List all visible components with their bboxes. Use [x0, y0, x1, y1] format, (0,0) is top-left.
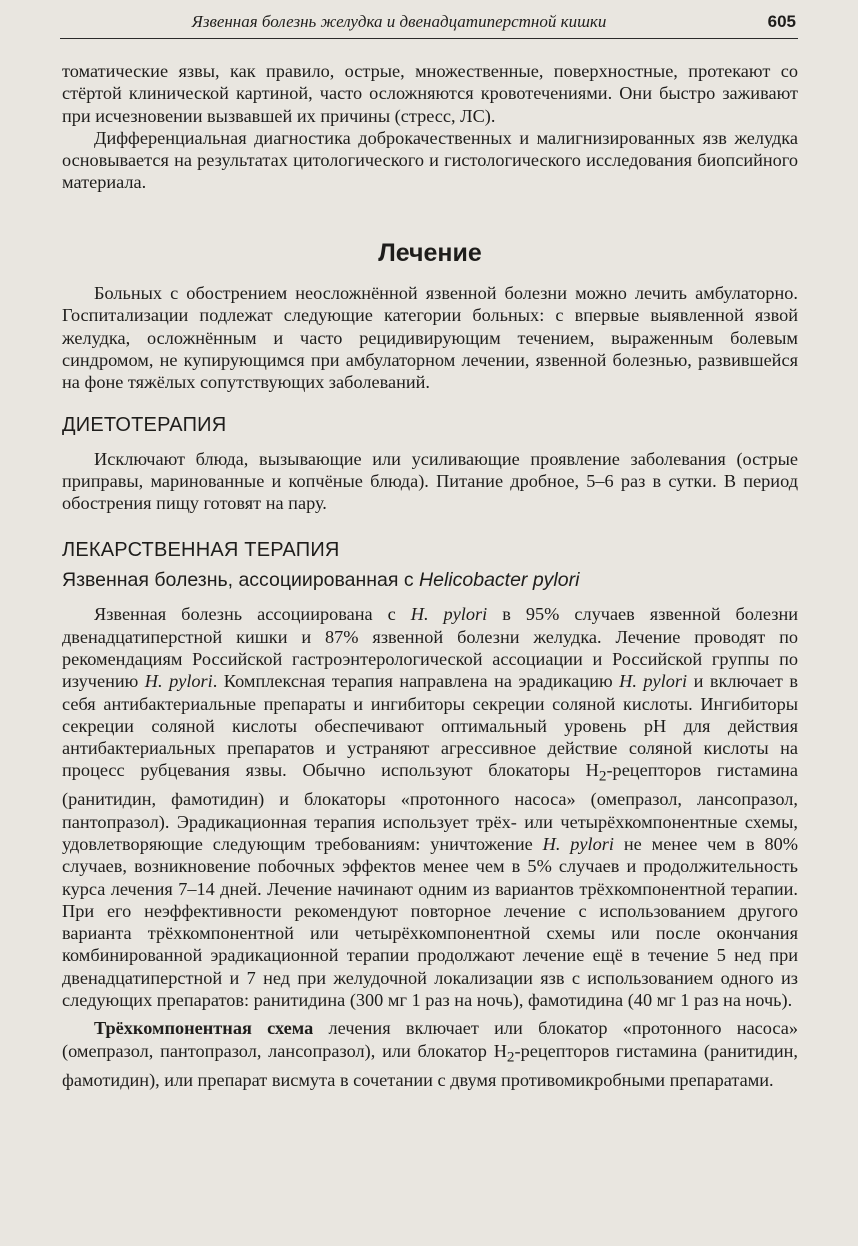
term-triple-therapy: Трёхкомпонентная схема	[94, 1018, 314, 1039]
section-heading-treatment: Лечение	[378, 238, 482, 267]
subsection-heading-drug-therapy: ЛЕКАРСТВЕННАЯ ТЕРАПИЯ	[62, 538, 340, 561]
subheading-helicobacter	[62, 569, 798, 591]
paragraph-diet: Исключают блюда, вызывающие или усиливающие проявление заболевания (острые приправы, маринованные и копчёные блюда). Питание дробное, 5–6 раз в сутки. В период обострения пищу готовят на пару.	[62, 448, 798, 514]
page-number: 605	[767, 12, 796, 31]
paragraph-outpatient: Больных с обострением неосложнённой язвенной болезни можно лечить амбулаторно. Госпитализации подлежат следующие категории больных: с впервые выявленной язвой желудка, осложнённым и часто рецидивирующим течением, выраженным болевым синдромом, не купирующимся при амбулаторном лечении, язвенной болезнью, развившейся на фоне тяжёлых сопутствующих заболеваний.	[62, 283, 798, 393]
paragraph-continued: томатические язвы, как правило, острые, множественные, поверхностные, протекают со стёртой клинической картиной, часто осложняются кровотечениями. Они быстро заживают при исчезновении вызвавшей их причины (стресс, ЛС).	[62, 61, 798, 126]
species-name: H. pylori	[619, 671, 688, 692]
paragraph-helicobacter: Язвенная болезнь ассоциирована с H. pylori в 95% случаев язвенной болезни двенадцатиперстной кишки и 87% язвенной болезни желудка. Лечение проводят по рекомендациям Российской гастроэнтерологической ассоциации и Российской группы по изучению H. pylori. Комплексная терапия направлена на эрадикацию H. pylori и включает в себя антибактериальные препараты и ингибиторы секреции соляной кислоты. Ингибиторы секреции соляной кислоты обеспечивают оптимальный уровень pH для действия антибактериальных препаратов и устраняют агрессивное действие соляной кислоты на процесс рубцевания язвы. Обычно используют блокаторы $H_2$-рецепторов гистамина (ранитидин, фамотидин) и блокаторы «протонного насоса» (омепразол, лансопразол, пантопразол). Эрадикационная терапия использует трёх- или четырёхкомпонентные схемы, удовлетворяющие следующим требованиям: уничтожение H. pylori не менее чем в 80% случаев, возникновение побочных эффектов менее чем в 5% случаев и продолжительность курса лечения 7–14 дней. Лечение начинают одним из вариантов трёхкомпонентной терапии. При его неэффективности рекомендуют повторное лечение с использованием другого варианта трёхкомпонентной или четырёхкомпонентной схемы или после окончания комбинированной эрадикационной терапии продолжают лечение ещё в течение 5 нед при двенадцатиперстной и 7 нед при желудочной локализации язв с использованием одного из следующих препаратов: ранитидина (300 мг 1 раз на ночь), фамотидина (40 мг 1 раз на ночь).	[62, 604, 799, 1011]
running-header	[60, 12, 798, 39]
species-name: H. pylori	[144, 671, 213, 692]
paragraph-differential-diagnosis: Дифференциальная диагностика доброкачественных и малигнизированных язв желудка основывается на результатах цитологического и гистологического исследования биопсийного материала.	[62, 127, 798, 193]
subheading-helicobacter-prefix: Язвенная болезнь, ассоциированная с	[62, 569, 420, 592]
page-body	[62, 60, 798, 1091]
species-name: H. pylori	[410, 604, 488, 625]
running-header-title: Язвенная болезнь желудка и двенадцатиперстной кишки	[191, 12, 607, 31]
species-name: H. pylori	[542, 833, 614, 854]
subsection-heading-diet: ДИЕТОТЕРАПИЯ	[62, 413, 227, 436]
subheading-helicobacter-species: Helicobacter pylori	[419, 569, 580, 592]
paragraph-triple-therapy: Трёхкомпонентная схема лечения включает или блокатор «протонного насоса» (омепразол, пантопразол, лансопразол), или блокатор $H_2$-рецепторов гистамина (ранитидин, фамотидин), или препарат висмута в сочетании с двумя противомикробными препаратами.	[62, 1018, 799, 1090]
